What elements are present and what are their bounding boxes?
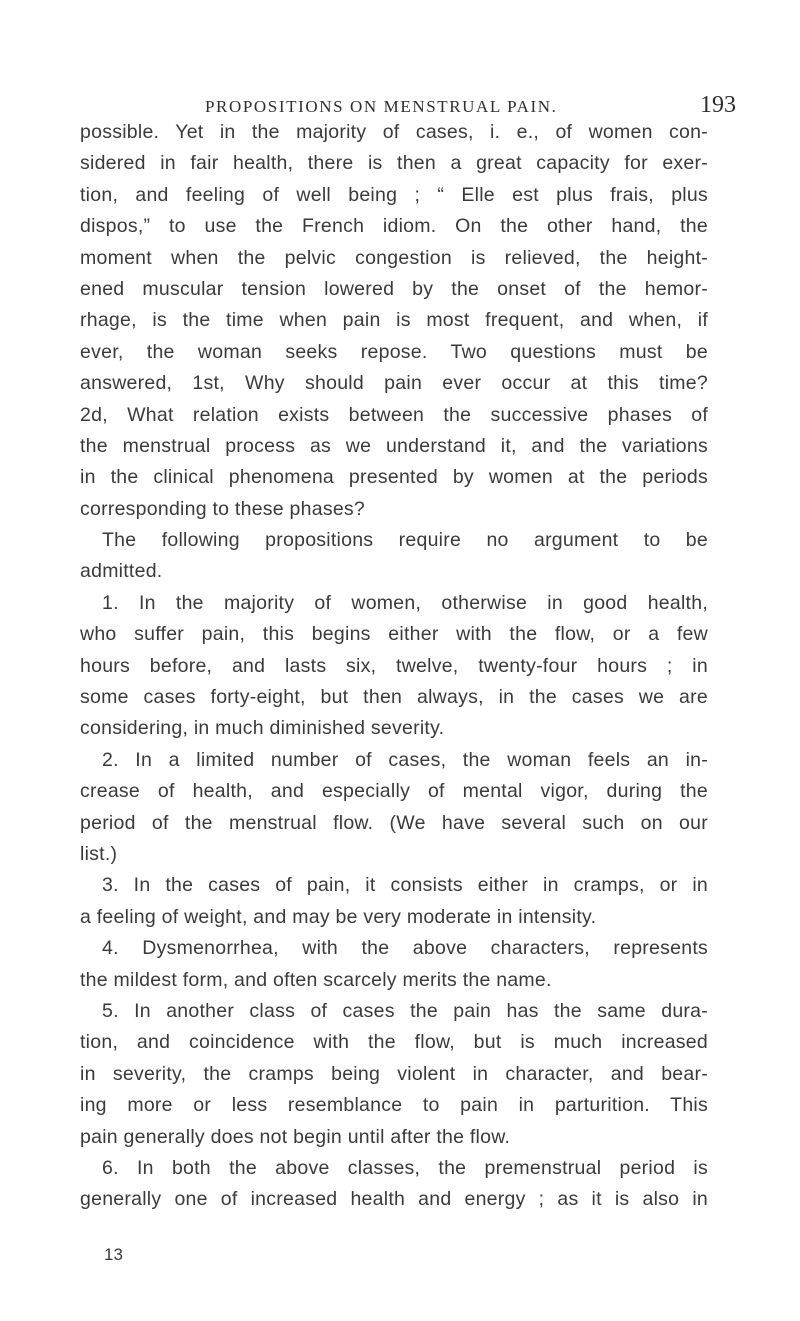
text-line: 6. In both the above classes, the premenstrual period is <box>102 1156 708 1179</box>
text-line: tion, and feeling of well being ; “ Elle est plus frais, plus <box>80 183 708 206</box>
text-line: 4. Dysmenorrhea, with the above characters, represents <box>102 937 708 960</box>
signature-mark: 13 <box>104 1245 123 1264</box>
text-line: the mildest form, and often scarcely merits the name. <box>80 968 552 991</box>
text-line: tion, and coincidence with the flow, but is much increased <box>80 1031 708 1054</box>
text-line: admitted. <box>80 560 163 583</box>
text-line: generally one of increased health and energy ; as it is also in <box>80 1188 708 1211</box>
text-line: period of the menstrual flow. (We have several such on our <box>80 811 708 834</box>
text-line: list.) <box>80 842 118 865</box>
text-line: ing more or less resemblance to pain in parturition. This <box>80 1094 708 1117</box>
text-line: corresponding to these phases? <box>80 497 366 520</box>
text-line: ever, the woman seeks repose. Two questions must be <box>80 340 708 363</box>
text-line: a feeling of weight, and may be very moderate in intensity. <box>80 905 597 928</box>
text-line: answered, 1st, Why should pain ever occur at this time? <box>80 372 708 395</box>
text-line: in severity, the cramps being violent in character, and bear- <box>80 1062 708 1085</box>
text-line: the menstrual process as we understand it, and the variations <box>80 434 708 457</box>
text-line: 3. In the cases of pain, it consists either in cramps, or in <box>102 874 708 897</box>
text-line: considering, in much diminished severity. <box>80 717 445 740</box>
text-line: moment when the pelvic congestion is relieved, the height- <box>80 246 708 269</box>
text-line: sidered in fair health, there is then a great capacity for exer- <box>80 152 708 175</box>
text-line: 2d, What relation exists between the successive phases of <box>80 403 708 426</box>
body-text <box>80 117 708 1216</box>
text-line: The following propositions require no argument to be <box>102 529 708 552</box>
text-line: in the clinical phenomena presented by women at the periods <box>80 466 708 489</box>
text-line: who suffer pain, this begins either with the flow, or a few <box>80 623 708 646</box>
text-line: ened muscular tension lowered by the onset of the hemor- <box>80 277 708 300</box>
text-line: pain generally does not begin until after the flow. <box>80 1125 511 1148</box>
running-head-title: PROPOSITIONS ON MENSTRUAL PAIN. <box>205 97 558 116</box>
page-number: 193 <box>700 92 736 118</box>
text-line: hours before, and lasts six, twelve, twenty-four hours ; in <box>80 654 708 677</box>
text-line: possible. Yet in the majority of cases, i. e., of women con- <box>80 121 708 143</box>
text-line: some cases forty-eight, but then always, in the cases we are <box>80 686 708 709</box>
text-line: 1. In the majority of women, otherwise in good health, <box>102 591 708 614</box>
text-line: dispos,” to use the French idiom. On the other hand, the <box>80 215 708 238</box>
text-line: 5. In another class of cases the pain has the same dura- <box>102 999 708 1022</box>
text-line: rhage, is the time when pain is most frequent, and when, if <box>80 309 708 332</box>
text-line: crease of health, and especially of mental vigor, during the <box>80 780 708 803</box>
text-line: 2. In a limited number of cases, the woman feels an in- <box>102 748 708 771</box>
